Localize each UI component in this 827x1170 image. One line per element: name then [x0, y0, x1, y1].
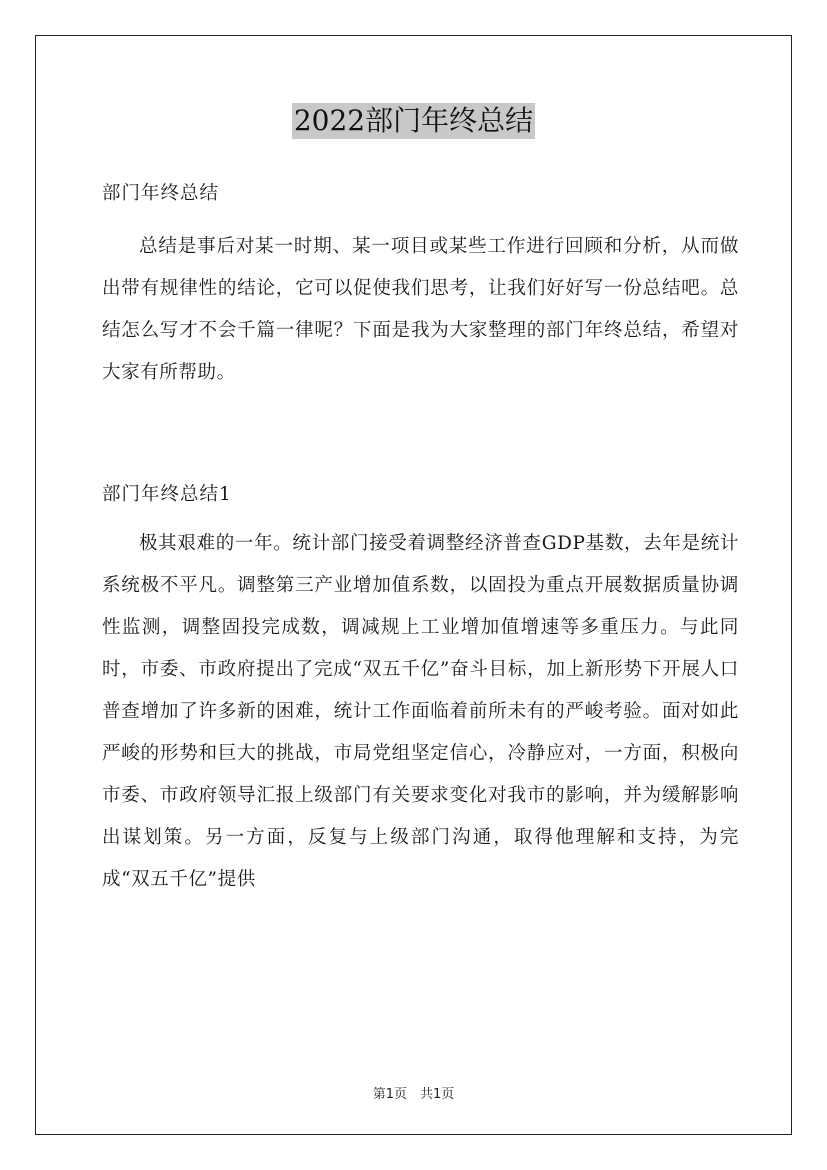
page-number-footer: 第1页 共1页 — [372, 1087, 455, 1102]
document-title: 2022部门年终总结 — [293, 104, 534, 137]
section-heading-intro: 部门年终总结 — [102, 183, 220, 204]
section-1-paragraph: 极其艰难的一年。统计部门接受着调整经济普查GDP基数，去年是统计系统极不平凡。调整第三产业增加值系数，以固投为重点开展数据质量协调性监测，调整固投完成数，调减规上工业增加值增速等多重压力。与此同时，市委、市政府提出了完成“双五千亿”奋斗目标，加上新形势下开展人口普查增加了许多新的困难，统计工作面临着前所未有的严峻考验。面对如此严峻的形势和巨大的挑战，市局党组坚定信心，冷静应对，一方面，积极向市委、市政府领导汇报上级部门有关要求变化对我市的影响，并为缓解影响出谋划策。另一方面，反复与上级部门沟通，取得他理解和支持，为完成“双五千亿”提供 — [102, 533, 739, 890]
section-heading-1: 部门年终总结1 — [102, 484, 232, 505]
intro-paragraph: 总结是事后对某一时期、某一项目或某些工作进行回顾和分析，从而做出带有规律性的结论，它可以促使我们思考，让我们好好写一份总结吧。总结怎么写才不会千篇一律呢？下面是我为大家整理的部门年终总结，希望对大家有所帮助。 — [102, 236, 739, 383]
document-body — [102, 175, 739, 901]
title-container — [0, 103, 827, 139]
